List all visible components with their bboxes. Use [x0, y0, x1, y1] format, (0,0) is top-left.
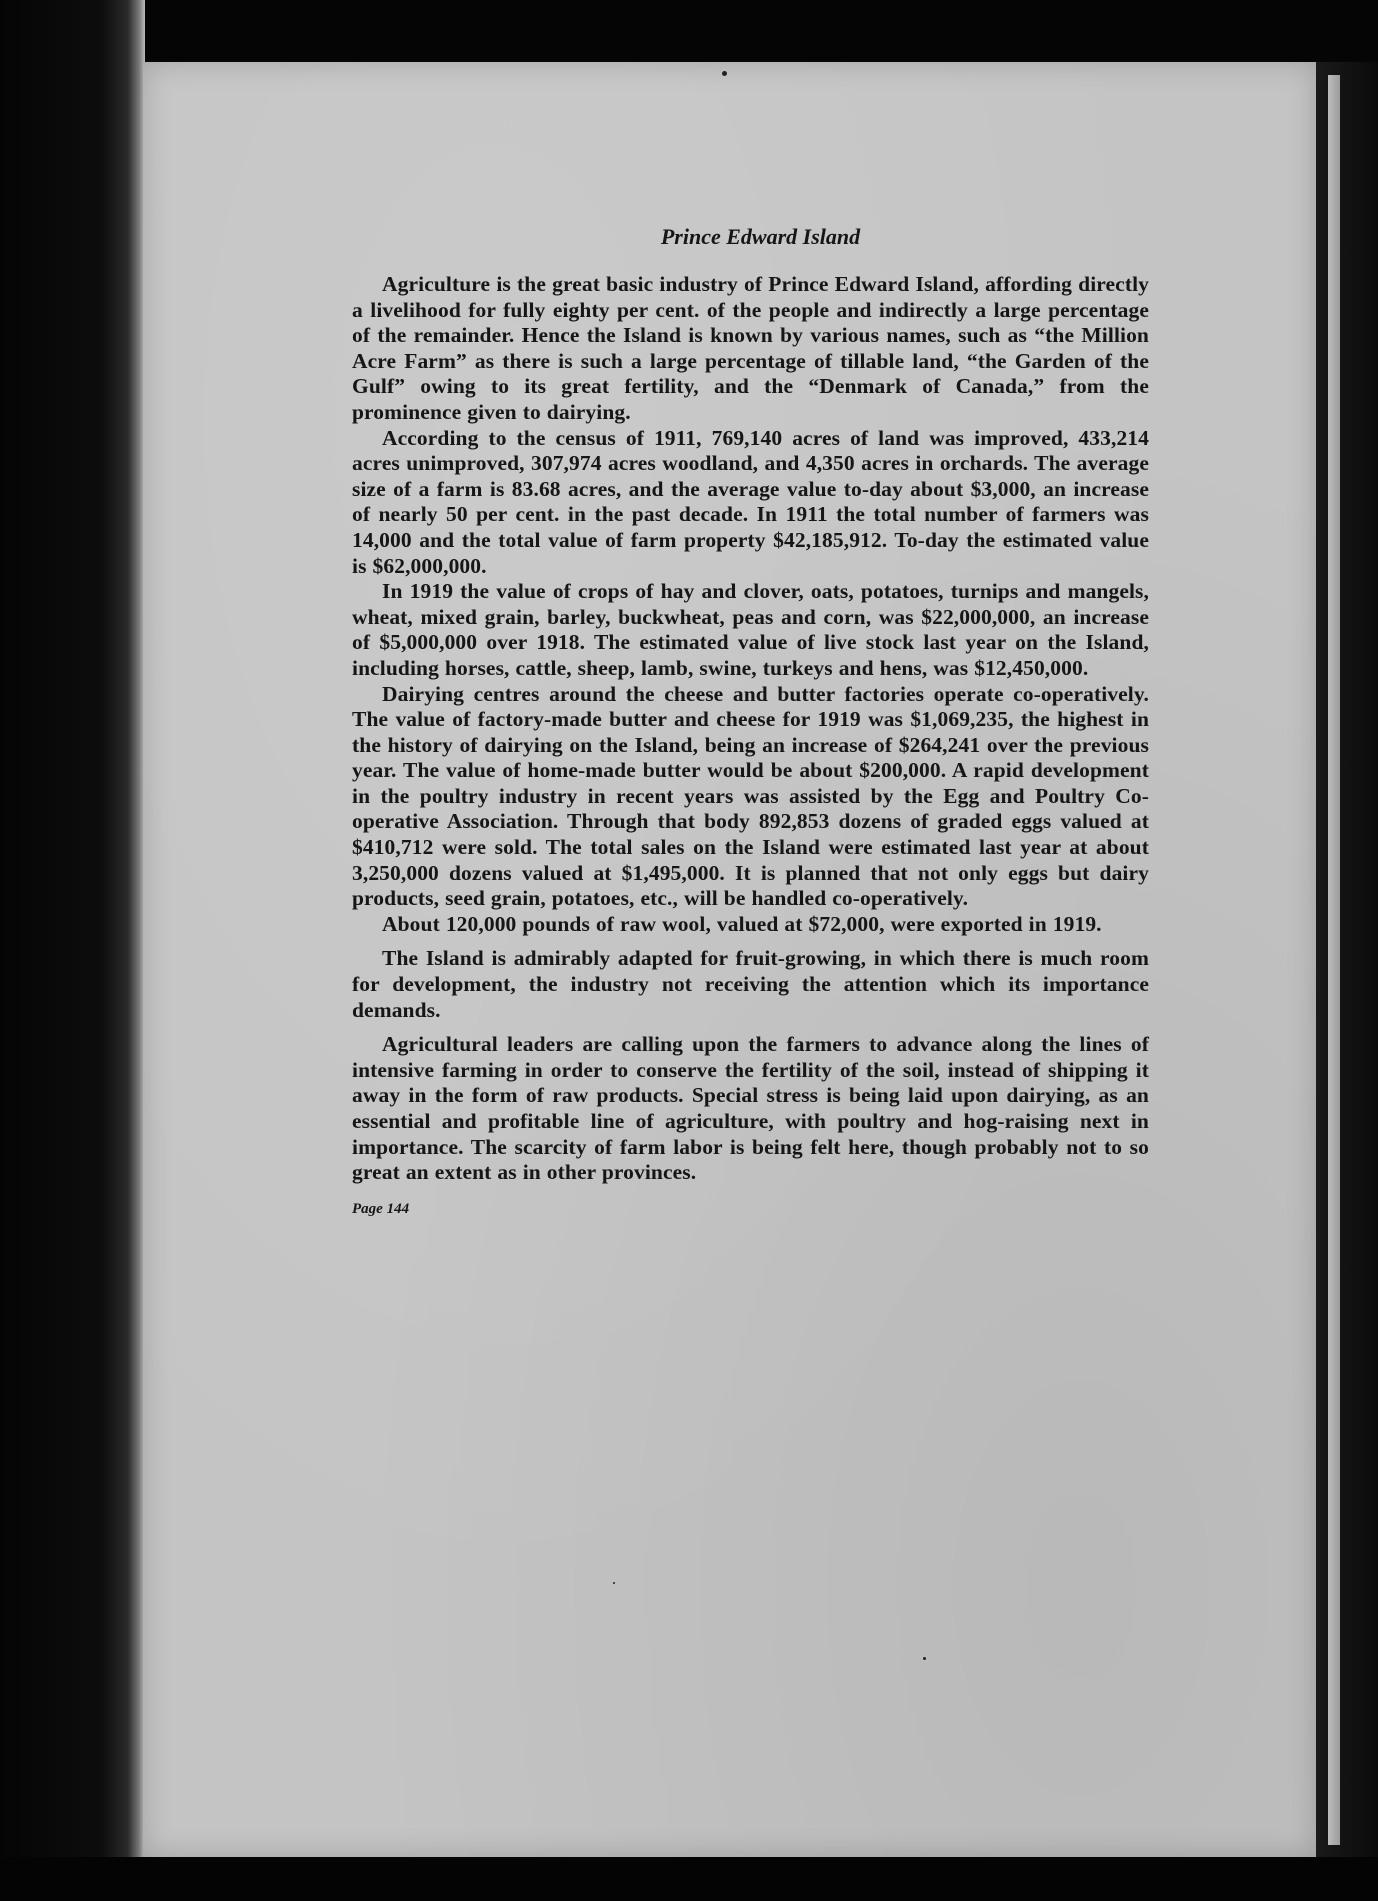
scan-border-top: [0, 0, 1378, 60]
paragraph-crops: In 1919 the value of crops of hay and clover, oats, potatoes, turnips and mangels, wheat, mixed grain, barley, buckwheat, peas and corn, was $22,000,000, an increase of $5,000,000 over 1918. The estimated value of live stock last year on the Island, including horses, cattle, sheep, lamb, swine, turkeys and hens, was $12,450,000.: [352, 579, 1149, 680]
scan-border-bottom: [0, 1857, 1378, 1901]
page-number: Page 144: [352, 1200, 410, 1217]
paragraph-census: According to the census of 1911, 769,140 acres of land was improved, 433,214 acres unimproved, 307,974 acres woodland, and 4,350 acres in orchards. The average size of a farm is 83.68 acres, and the average value to-day about $3,000, an increase of nearly 50 per cent. in the past decade. In 1911 the total number of farmers was 14,000 and the total value of farm property $42,185,912. To-day the estimated value is $62,000,000.: [352, 425, 1149, 578]
adjacent-page-edge: [1328, 75, 1340, 1845]
running-head: Prince Edward Island: [660, 224, 861, 249]
paragraph-dairying: Dairying centres around the cheese and butter factories operate co-operatively. The value of factory-made butter and cheese for 1919 was $1,069,235, the highest in the history of dairying on the Island, being an increase of $264,241 over the previous year. The value of home-made butter would be about $200,000. A rapid development in the poultry industry in recent years was assisted by the Egg and Poultry Co-operative Association. Through that body 892,853 dozens of graded eggs valued at $410,712 were sold. The total sales on the Island were estimated last year at about 3,250,000 dozens valued at $1,495,000. It is planned that not only eggs but dairy products, seed grain, potatoes, etc., will be handled co-operatively.: [352, 681, 1149, 911]
paragraph-agriculture: Agriculture is the great basic industry of Prince Edward Island, affording directly a livelihood for fully eighty per cent. of the people and indirectly a large percentage of the remainder. Hence the Island is known by various names, such as “the Million Acre Farm” as there is such a large percentage of tillable land, “the Garden of the Gulf” owing to its great fertility, and the “Denmark of Canada,” from the prominence given to dairying.: [352, 272, 1149, 424]
paragraph-intensive-farming: Agricultural leaders are calling upon the farmers to advance along the lines of intensive farming in order to conserve the fertility of the soil, instead of shipping it away in the form of raw products. Special stress is being laid upon dairying, as an essential and profitable line of agriculture, with poultry and hog-raising next in importance. The scarcity of farm labor is being felt here, though probably not to so great an extent as in other provinces.: [352, 1032, 1149, 1185]
paragraph-fruit: The Island is admirably adapted for fruit-growing, in which there is much room for development, the industry not receiving the attention which its importance demands.: [352, 946, 1149, 1022]
paragraph-wool: About 120,000 pounds of raw wool, valued at $72,000, were exported in 1919.: [382, 911, 1102, 936]
scan-border-right: [1316, 62, 1378, 1857]
scan-binding-shadow: [0, 0, 145, 1901]
page-text-block: [352, 224, 1149, 1218]
